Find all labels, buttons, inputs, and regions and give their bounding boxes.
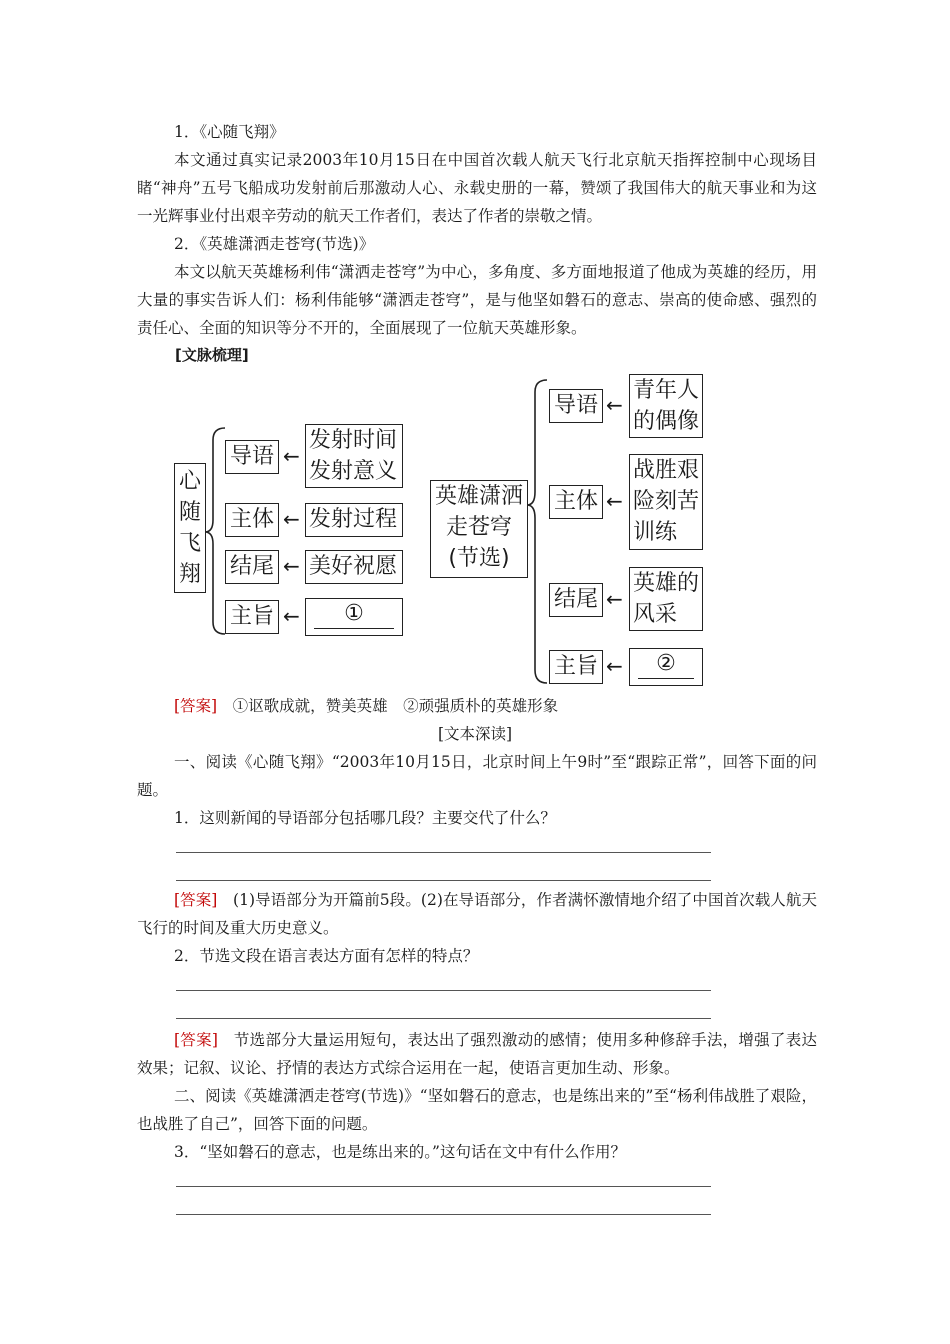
answer-line xyxy=(176,1018,711,1019)
right-answer-blank xyxy=(629,648,703,686)
answer-2-text: 节选部分大量运用短句，表达出了强烈激动的感情；使用多种修辞手法，增强了表达效果；记叙、议论、抒情的表达方式综合运用在一起，使语言更加生动、形象。 xyxy=(137,1031,817,1077)
blank-number: ② xyxy=(656,651,676,676)
answer-line xyxy=(176,990,711,991)
content-line: 风采 xyxy=(633,602,678,627)
arrow-icon: ← xyxy=(283,444,300,468)
right-title-line: 英雄潇洒 xyxy=(434,484,523,509)
right-brace xyxy=(527,380,547,683)
content-line: 发射意义 xyxy=(309,459,398,484)
question-1: 1．这则新闻的导语部分包括哪几段？主要交代了什么？ xyxy=(174,809,556,827)
content-line: 英雄的 xyxy=(633,571,700,596)
left-content-body: 发射过程 xyxy=(305,503,403,537)
right-title-box xyxy=(430,480,528,578)
right-title-line: 走苍穹 xyxy=(445,515,512,540)
content-line: 险刻苦 xyxy=(633,489,700,514)
arrow-icon: ← xyxy=(283,604,300,628)
arrow-icon: ← xyxy=(283,554,300,578)
right-content-body xyxy=(629,454,703,550)
left-title-char: 心 xyxy=(178,469,201,494)
left-title-char: 飞 xyxy=(178,531,201,556)
answer-line xyxy=(176,880,711,881)
right-content-end xyxy=(629,567,703,631)
right-label-theme: 主旨 xyxy=(549,650,603,684)
item2-heading: 2．《英雄潇洒走苍穹(节选)》 xyxy=(174,235,375,253)
blank-underline xyxy=(638,678,694,679)
arrow-icon: ← xyxy=(283,507,300,531)
content-line: 发射时间 xyxy=(309,428,398,453)
content-line: 训练 xyxy=(633,520,678,545)
answer-line xyxy=(176,1186,711,1187)
answer-tag: [答案] xyxy=(174,697,218,715)
answer-outline xyxy=(137,692,817,720)
left-title-box xyxy=(174,463,206,593)
blank-number: ① xyxy=(344,601,364,626)
blank-underline xyxy=(314,628,394,629)
left-brace xyxy=(205,428,225,634)
part2-intro: 二、阅读《英雄潇洒走苍穹(节选)》“坚如磐石的意志，也是练出来的”至“杨利伟战胜了艰险，也战胜了自己”，回答下面的问题。 xyxy=(137,1087,817,1133)
left-label-end: 结尾 xyxy=(225,550,279,584)
answer-tag: [答案] xyxy=(174,1031,218,1049)
answer-2 xyxy=(137,1026,817,1082)
left-label-theme: 主旨 xyxy=(225,600,279,634)
left-answer-blank xyxy=(305,598,403,636)
section-tag-outline: [文脉梳理] xyxy=(175,346,249,364)
question-3: 3．“坚如磐石的意志，也是练出来的。”这句话在文中有什么作用？ xyxy=(174,1143,626,1161)
part1-intro: 一、阅读《心随飞翔》“2003年10月15日，北京时间上午9时”至“跟踪正常”，回答下面的问题。 xyxy=(137,753,817,799)
left-title-char: 翔 xyxy=(178,562,201,587)
answer-line xyxy=(176,1214,711,1215)
item1-body: 本文通过真实记录2003年10月15日在中国首次载人航天飞行北京航天指挥控制中心现场目睹“神舟”五号飞船成功发射前后那激动人心、永载史册的一幕，赞颂了我国伟大的航天事业和为这一光辉事业付出艰辛劳动的航天工作者们，表达了作者的崇敬之情。 xyxy=(137,151,817,225)
content-line: 的偶像 xyxy=(633,409,700,434)
answer-1-text: (1)导语部分为开篇前5段。(2)在导语部分，作者满怀激情地介绍了中国首次载人航天飞行的时间及重大历史意义。 xyxy=(137,891,817,937)
left-title-char: 随 xyxy=(178,500,201,525)
content-line: 战胜艰 xyxy=(633,458,700,483)
answer-1 xyxy=(137,886,817,942)
answer-outline-text: ①讴歌成就，赞美英雄 ②顽强质朴的英雄形象 xyxy=(232,697,559,715)
content-line: 青年人 xyxy=(633,378,700,403)
arrow-icon: ← xyxy=(606,654,623,678)
left-content-end: 美好祝愿 xyxy=(305,550,403,584)
left-label-body: 主体 xyxy=(225,503,279,537)
arrow-icon: ← xyxy=(606,393,623,417)
right-title-line: (节选) xyxy=(448,546,510,571)
right-content-lead xyxy=(629,374,703,438)
right-label-lead: 导语 xyxy=(549,389,603,423)
question-2: 2．节选文段在语言表达方面有怎样的特点？ xyxy=(174,947,479,965)
left-content-lead xyxy=(305,424,403,488)
left-label-lead: 导语 xyxy=(225,440,279,474)
right-label-body: 主体 xyxy=(549,485,603,519)
item1-heading: 1．《心随飞翔》 xyxy=(174,123,285,141)
answer-line xyxy=(176,852,711,853)
deep-reading-title: [文本深读] xyxy=(437,725,513,743)
arrow-icon: ← xyxy=(606,489,623,513)
answer-tag: [答案] xyxy=(174,891,218,909)
item2-body: 本文以航天英雄杨利伟“潇洒走苍穹”为中心，多角度、多方面地报道了他成为英雄的经历，用大量的事实告诉人们：杨利伟能够“潇洒走苍穹”，是与他坚如磐石的意志、崇高的使命感、强烈的责任心、全面的知识等分不开的，全面展现了一位航天英雄形象。 xyxy=(137,263,817,337)
arrow-icon: ← xyxy=(606,587,623,611)
right-label-end: 结尾 xyxy=(549,583,603,617)
